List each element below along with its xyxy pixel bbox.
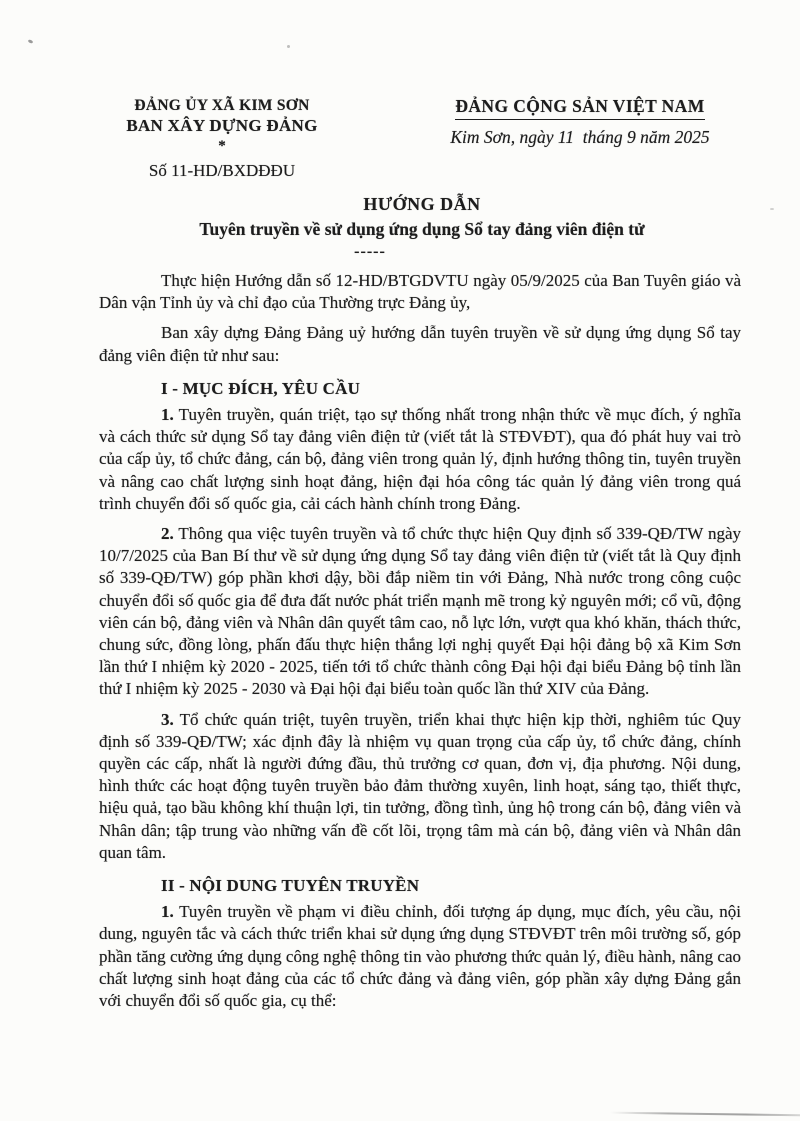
org-name: BAN XÂY DỰNG ĐẢNG xyxy=(126,116,318,136)
title-block xyxy=(102,194,742,261)
paragraph-preamble-2 xyxy=(99,322,741,366)
paragraph-number: 1. xyxy=(161,405,174,425)
section-heading-1: I - MỤC ĐÍCH, YÊU CẦU xyxy=(161,378,361,398)
issuing-org-block xyxy=(108,96,336,154)
paragraph-section2-item1 xyxy=(99,901,741,1012)
paragraph-number: 3. xyxy=(161,709,174,729)
scan-speck xyxy=(287,45,290,48)
star-separator: * xyxy=(218,137,226,154)
scan-speck xyxy=(770,208,774,210)
party-name-heading: ĐẢNG CỘNG SẢN VIỆT NAM xyxy=(455,96,704,120)
scan-edge-line xyxy=(610,1112,800,1117)
paragraph-section1-item2 xyxy=(99,523,741,701)
paragraph-number: 1. xyxy=(161,902,174,922)
paragraph-preamble-1 xyxy=(99,270,741,314)
national-header-block xyxy=(432,96,728,148)
paragraph-section1-item3 xyxy=(99,709,741,864)
org-parent-name: ĐẢNG ỦY XÃ KIM SƠN xyxy=(134,97,310,114)
paragraph-number: 2. xyxy=(161,524,174,544)
paragraph-section1-item1 xyxy=(99,404,741,515)
document-body xyxy=(99,270,741,1012)
section-heading-2: II - NỘI DUNG TUYÊN TRUYỀN xyxy=(161,876,420,896)
paragraph-text: Tuyên truyền, quán triệt, tạo sự thống nhất trong nhận thức về mục đích, ý nghĩa và cách thức sử dụng Sổ tay đảng viên điện tử (viết tắt là STĐVĐT), qua đó phát huy vai trò của cấp ủy, tổ chức đảng, cán bộ, đảng viên trong quản lý, định hướng thông tin, tuyên truyền và nâng cao chất lượng sinh hoạt đảng, hiện đại hóa công tác quản lý đảng viên trong quá trình chuyển đổi số quốc gia, cải cách hành chính trong Đảng. xyxy=(99,405,741,513)
document-title: HƯỚNG DẪN xyxy=(363,194,481,214)
title-divider: ----- xyxy=(354,243,386,260)
place-and-date: Kim Sơn, ngày 11 tháng 9 năm 2025 xyxy=(450,127,710,147)
paragraph-text: Tổ chức quán triệt, tuyên truyền, triển khai thực hiện kịp thời, nghiêm túc Quy định số 339-QĐ/TW; xác định đây là nhiệm vụ quan trọng của cấp ủy, tổ chức đảng, chính quyền các cấp, nhất là người đứng đầu, thủ trưởng cơ quan, đơn vị, địa phương. Nội dung, hình thức các hoạt động tuyên truyền bảo đảm thường xuyên, linh hoạt, sáng tạo, thiết thực, hiệu quả, tạo bầu không khí thuận lợi, tin tưởng, đồng tình, ủng hộ trong cán bộ, đảng viên và Nhân dân; tập trung vào những vấn đề cốt lõi, trọng tâm mà cán bộ, đảng viên và Nhân dân quan tâm. xyxy=(99,709,741,862)
paragraph-text: Thông qua việc tuyên truyền và tổ chức thực hiện Quy định số 339-QĐ/TW ngày 10/7/2025 của Ban Bí thư về sử dụng ứng dụng Sổ tay đảng viên điện tử (viết tắt là Quy định số 339-QĐ/TW) góp phần khơi dậy, bồi đắp niềm tin với Đảng, Nhà nước trong công cuộc chuyển đổi số quốc gia để đưa đất nước phát triển mạnh mẽ trong kỷ nguyên mới; cổ vũ, động viên cán bộ, đảng viên và Nhân dân quyết tâm cao, nỗ lực lớn, vượt qua khó khăn, thách thức, chung sức, đồng lòng, phấn đấu thực hiện thắng lợi nghị quyết Đại hội đảng bộ xã Kim Sơn lần thứ I nhiệm kỳ 2020 - 2025, tiến tới tổ chức thành công Đại hội đại biểu Đảng bộ tỉnh lần thứ I nhiệm kỳ 2025 - 2030 và Đại hội đại biểu toàn quốc lần thứ XIV của Đảng. xyxy=(99,524,741,699)
document-subtitle: Tuyên truyền về sử dụng ứng dụng Sổ tay đảng viên điện tử xyxy=(199,219,645,239)
document-number: Số 11-HD/BXDĐĐU xyxy=(148,161,296,180)
paragraph-text: Ban xây dựng Đảng Đảng uỷ hướng dẫn tuyên truyền về sử dụng ứng dụng Sổ tay đảng viên điện tử như sau: xyxy=(99,323,741,365)
paragraph-text: Tuyên truyền về phạm vi điều chỉnh, đối tượng áp dụng, mục đích, yêu cầu, nội dung, nguyên tắc và cách thức triển khai sử dụng ứng dụng STĐVĐT trên môi trường số, góp phần tăng cường ứng dụng công nghệ thông tin vào phương thức quản lý, điều hành, nâng cao chất lượng sinh hoạt đảng của các tổ chức đảng và đảng viên, góp phần xây dựng Đảng gắn với chuyển đổi số quốc gia, cụ thể: xyxy=(99,902,741,1011)
scan-speck xyxy=(28,39,34,44)
paragraph-text: Thực hiện Hướng dẫn số 12-HD/BTGDVTU ngày 05/9/2025 của Ban Tuyên giáo và Dân vận Tỉnh ủy và chỉ đạo của Thường trực Đảng ủy, xyxy=(99,271,741,313)
